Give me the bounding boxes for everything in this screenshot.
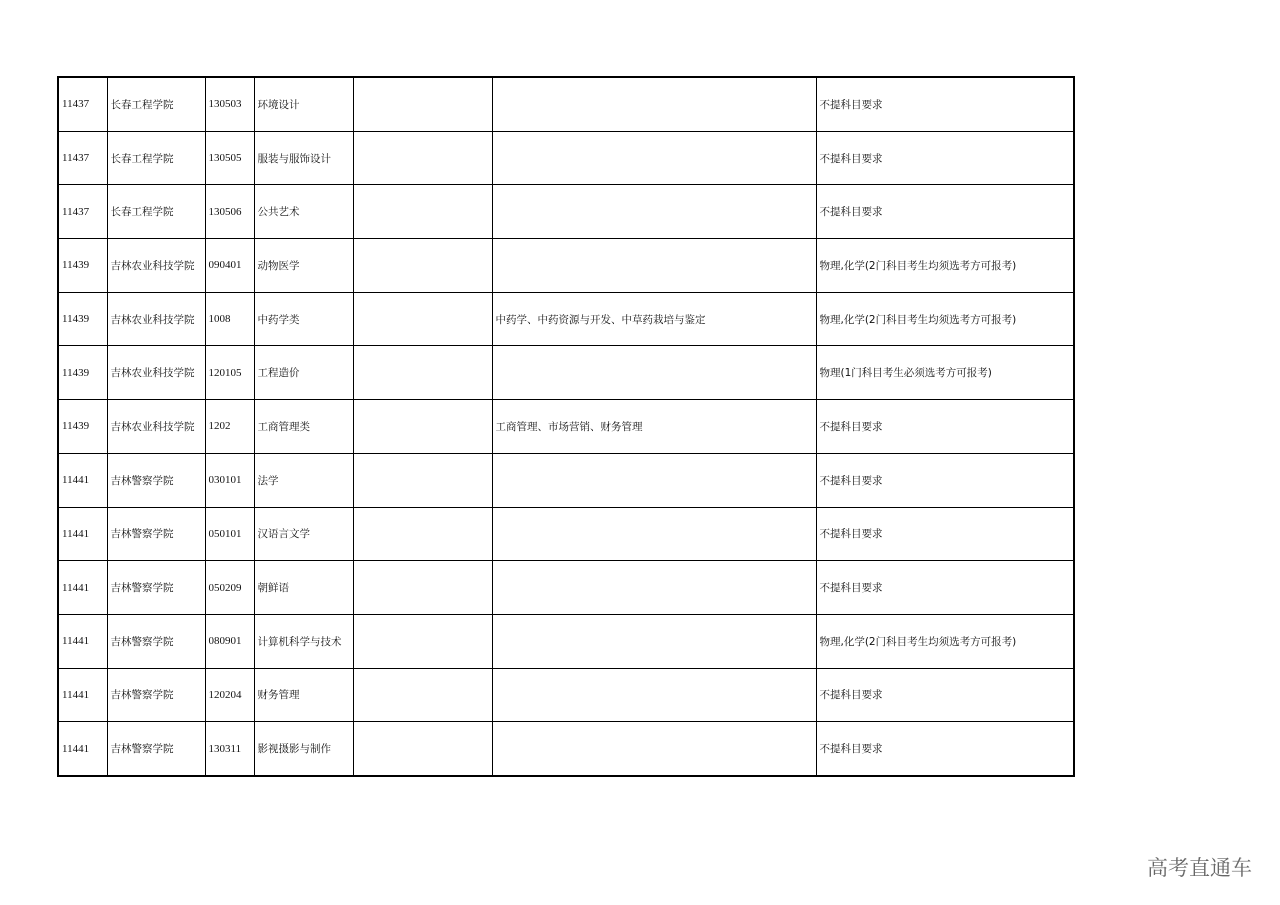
major-code-cell: 130505 bbox=[205, 131, 254, 185]
school-name-cell: 吉林警察学院 bbox=[107, 722, 205, 776]
included-majors-cell bbox=[492, 185, 816, 239]
included-majors-cell: 中药学、中药资源与开发、中草药栽培与鉴定 bbox=[492, 292, 816, 346]
school-name-cell: 吉林警察学院 bbox=[107, 614, 205, 668]
table-row bbox=[58, 131, 1074, 185]
major-name-cell: 法学 bbox=[254, 453, 353, 507]
subject-requirement-cell: 不提科目要求 bbox=[816, 668, 1074, 722]
blank-cell bbox=[353, 614, 492, 668]
major-code-cell: 090401 bbox=[205, 239, 254, 293]
school-name-cell: 吉林警察学院 bbox=[107, 507, 205, 561]
school-code-cell: 11441 bbox=[58, 668, 107, 722]
major-code-cell: 050101 bbox=[205, 507, 254, 561]
table-row bbox=[58, 346, 1074, 400]
school-code-cell: 11441 bbox=[58, 561, 107, 615]
blank-cell bbox=[353, 400, 492, 454]
school-code-cell: 11441 bbox=[58, 453, 107, 507]
school-name-cell: 吉林农业科技学院 bbox=[107, 346, 205, 400]
subject-requirement-cell: 物理,化学(2门科目考生均须选考方可报考) bbox=[816, 239, 1074, 293]
school-name-cell: 长春工程学院 bbox=[107, 131, 205, 185]
major-code-cell: 1008 bbox=[205, 292, 254, 346]
major-name-cell: 公共艺术 bbox=[254, 185, 353, 239]
table-row bbox=[58, 561, 1074, 615]
school-name-cell: 长春工程学院 bbox=[107, 185, 205, 239]
blank-cell bbox=[353, 346, 492, 400]
subject-requirement-cell: 不提科目要求 bbox=[816, 722, 1074, 776]
major-name-cell: 工程造价 bbox=[254, 346, 353, 400]
major-code-cell: 120204 bbox=[205, 668, 254, 722]
table-row bbox=[58, 185, 1074, 239]
table-row bbox=[58, 239, 1074, 293]
subject-requirement-cell: 物理,化学(2门科目考生均须选考方可报考) bbox=[816, 292, 1074, 346]
school-code-cell: 11441 bbox=[58, 722, 107, 776]
blank-cell bbox=[353, 507, 492, 561]
major-name-cell: 环境设计 bbox=[254, 77, 353, 131]
subject-requirement-cell: 不提科目要求 bbox=[816, 77, 1074, 131]
watermark-text: 高考直通车 bbox=[1147, 856, 1252, 880]
school-code-cell: 11437 bbox=[58, 185, 107, 239]
table-row bbox=[58, 507, 1074, 561]
blank-cell bbox=[353, 185, 492, 239]
school-name-cell: 吉林警察学院 bbox=[107, 561, 205, 615]
major-name-cell: 朝鲜语 bbox=[254, 561, 353, 615]
major-code-cell: 030101 bbox=[205, 453, 254, 507]
major-name-cell: 服装与服饰设计 bbox=[254, 131, 353, 185]
table-row bbox=[58, 614, 1074, 668]
table-row bbox=[58, 77, 1074, 131]
included-majors-cell bbox=[492, 668, 816, 722]
blank-cell bbox=[353, 77, 492, 131]
included-majors-cell bbox=[492, 614, 816, 668]
major-name-cell: 影视摄影与制作 bbox=[254, 722, 353, 776]
major-name-cell: 动物医学 bbox=[254, 239, 353, 293]
included-majors-cell: 工商管理、市场营销、财务管理 bbox=[492, 400, 816, 454]
major-code-cell: 130506 bbox=[205, 185, 254, 239]
subject-requirement-cell: 不提科目要求 bbox=[816, 400, 1074, 454]
major-code-cell: 130311 bbox=[205, 722, 254, 776]
school-name-cell: 吉林农业科技学院 bbox=[107, 292, 205, 346]
major-code-cell: 1202 bbox=[205, 400, 254, 454]
included-majors-cell bbox=[492, 77, 816, 131]
subject-requirement-cell: 不提科目要求 bbox=[816, 507, 1074, 561]
school-code-cell: 11439 bbox=[58, 292, 107, 346]
school-code-cell: 11439 bbox=[58, 400, 107, 454]
included-majors-cell bbox=[492, 239, 816, 293]
blank-cell bbox=[353, 239, 492, 293]
blank-cell bbox=[353, 453, 492, 507]
major-code-cell: 080901 bbox=[205, 614, 254, 668]
school-code-cell: 11439 bbox=[58, 239, 107, 293]
table-row bbox=[58, 292, 1074, 346]
included-majors-cell bbox=[492, 346, 816, 400]
school-code-cell: 11437 bbox=[58, 131, 107, 185]
major-code-cell: 120105 bbox=[205, 346, 254, 400]
school-name-cell: 长春工程学院 bbox=[107, 77, 205, 131]
school-name-cell: 吉林农业科技学院 bbox=[107, 400, 205, 454]
major-code-cell: 130503 bbox=[205, 77, 254, 131]
school-name-cell: 吉林警察学院 bbox=[107, 668, 205, 722]
major-name-cell: 中药学类 bbox=[254, 292, 353, 346]
subject-requirement-cell: 物理,化学(2门科目考生均须选考方可报考) bbox=[816, 614, 1074, 668]
school-code-cell: 11441 bbox=[58, 614, 107, 668]
major-name-cell: 财务管理 bbox=[254, 668, 353, 722]
school-code-cell: 11437 bbox=[58, 77, 107, 131]
included-majors-cell bbox=[492, 561, 816, 615]
major-name-cell: 工商管理类 bbox=[254, 400, 353, 454]
blank-cell bbox=[353, 722, 492, 776]
subject-requirement-cell: 不提科目要求 bbox=[816, 561, 1074, 615]
included-majors-cell bbox=[492, 507, 816, 561]
school-code-cell: 11439 bbox=[58, 346, 107, 400]
table-row bbox=[58, 453, 1074, 507]
table-row bbox=[58, 400, 1074, 454]
blank-cell bbox=[353, 292, 492, 346]
blank-cell bbox=[353, 668, 492, 722]
subject-requirement-cell: 不提科目要求 bbox=[816, 453, 1074, 507]
subject-requirement-cell: 不提科目要求 bbox=[816, 131, 1074, 185]
major-name-cell: 汉语言文学 bbox=[254, 507, 353, 561]
admission-requirements-table bbox=[57, 76, 1075, 777]
major-name-cell: 计算机科学与技术 bbox=[254, 614, 353, 668]
school-code-cell: 11441 bbox=[58, 507, 107, 561]
table-body bbox=[58, 77, 1074, 776]
included-majors-cell bbox=[492, 453, 816, 507]
blank-cell bbox=[353, 561, 492, 615]
included-majors-cell bbox=[492, 722, 816, 776]
school-name-cell: 吉林农业科技学院 bbox=[107, 239, 205, 293]
included-majors-cell bbox=[492, 131, 816, 185]
school-name-cell: 吉林警察学院 bbox=[107, 453, 205, 507]
table-row bbox=[58, 668, 1074, 722]
major-code-cell: 050209 bbox=[205, 561, 254, 615]
subject-requirement-cell: 不提科目要求 bbox=[816, 185, 1074, 239]
blank-cell bbox=[353, 131, 492, 185]
table-row bbox=[58, 722, 1074, 776]
subject-requirement-cell: 物理(1门科目考生必须选考方可报考) bbox=[816, 346, 1074, 400]
